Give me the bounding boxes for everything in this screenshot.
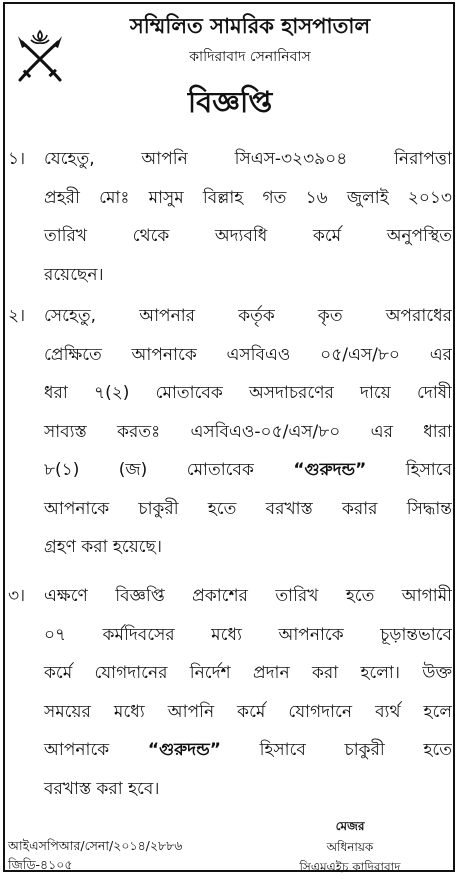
signatory-title: অধিনায়ক [326, 840, 374, 854]
paragraph-line: রয়েছেন। [44, 264, 104, 285]
line-text: আপনাকে [44, 740, 110, 760]
paragraph-line: কর্মে যোগদানের নির্দেশ প্রদান করা হলো। উক্ত [44, 663, 452, 683]
paragraph-line: আপনাকে চাকুরী হতে বরখাস্ত করার সিদ্ধান্ত [44, 498, 452, 519]
paragraph-line: যেহেতু, আপনি সিএস-৩২৩৯০৪ নিরাপত্তা [44, 149, 452, 169]
paragraph-line [8, 731, 452, 770]
line-text: হিসাবে [405, 460, 452, 480]
paragraph-2 [8, 297, 452, 567]
paragraph-line: প্রহরী মোঃ মাসুম বিল্লাহ গত ১৬ জুলাই ২০১৩ [44, 187, 452, 208]
penalty-term: “গুরুদন্ড” [293, 460, 367, 480]
line-text: হিসাবে চাকুরী হতে [259, 740, 452, 760]
hospital-name: সম্মিলিত সামরিক হাসপাতাল [129, 14, 371, 38]
paragraph-line: সেহেতু, আপনার কর্তৃক কৃত অপরাধের [44, 306, 452, 326]
penalty-term: “গুরুদন্ড” [147, 740, 221, 760]
paragraph-number: ১। [8, 149, 26, 169]
paragraph-1 [8, 140, 452, 294]
paragraph-number: ২। [8, 306, 26, 326]
paragraph-line: সময়ের মধ্যে আপনি কর্মে যোগদানে ব্যর্থ হলে [44, 701, 452, 722]
paragraph-line: প্রেক্ষিতে আপনাকে এসবিএও ০৫/এস/৮০ এর [44, 344, 452, 365]
paragraph-line: গ্রহণ করা হয়েছে। [44, 537, 162, 557]
paragraph-line: ০৭ কর্মদিবসের মধ্যে আপনাকে চূড়ান্তভাবে [44, 624, 452, 645]
paragraph-line: সাব্যস্ত করতঃ এসবিএও-০৫/এস/৮০ এর ধারা [44, 421, 452, 442]
paragraph-number: ৩। [8, 586, 26, 606]
cantonment-name: কাদিরাবাদ সেনানিবাস [189, 49, 311, 65]
line-text: ৮(১) (জ) মোতাবেক [44, 460, 254, 480]
crossed-swords-emblem-icon [14, 28, 66, 84]
notice-heading: বিজ্ঞপ্তি [187, 85, 273, 119]
signatory-rank: মেজর [335, 819, 365, 833]
signatory-unit: সিএমএইচ কাদিরাবাদ [299, 860, 401, 874]
reference-number: আইএসপিআর/সেনা/২০১৪/২৮৮৬ [8, 838, 183, 853]
paragraph-line: এক্ষণে বিজ্ঞপ্তি প্রকাশের তারিখ হতে আগামী [44, 586, 452, 606]
paragraph-3 [8, 577, 452, 808]
paragraph-line: বরখাস্ত করা হবে। [44, 778, 160, 799]
paragraph-line: তারিখ থেকে অদ্যবধি কর্মে অনুপস্থিত [44, 226, 452, 246]
paragraph-line [8, 451, 452, 490]
paragraph-line: ধরা ৭(২) মোতাবেক অসদাচরণের দায়ে দোষী [44, 383, 452, 403]
gd-number: জিডি-৪১০৫ [8, 857, 73, 872]
